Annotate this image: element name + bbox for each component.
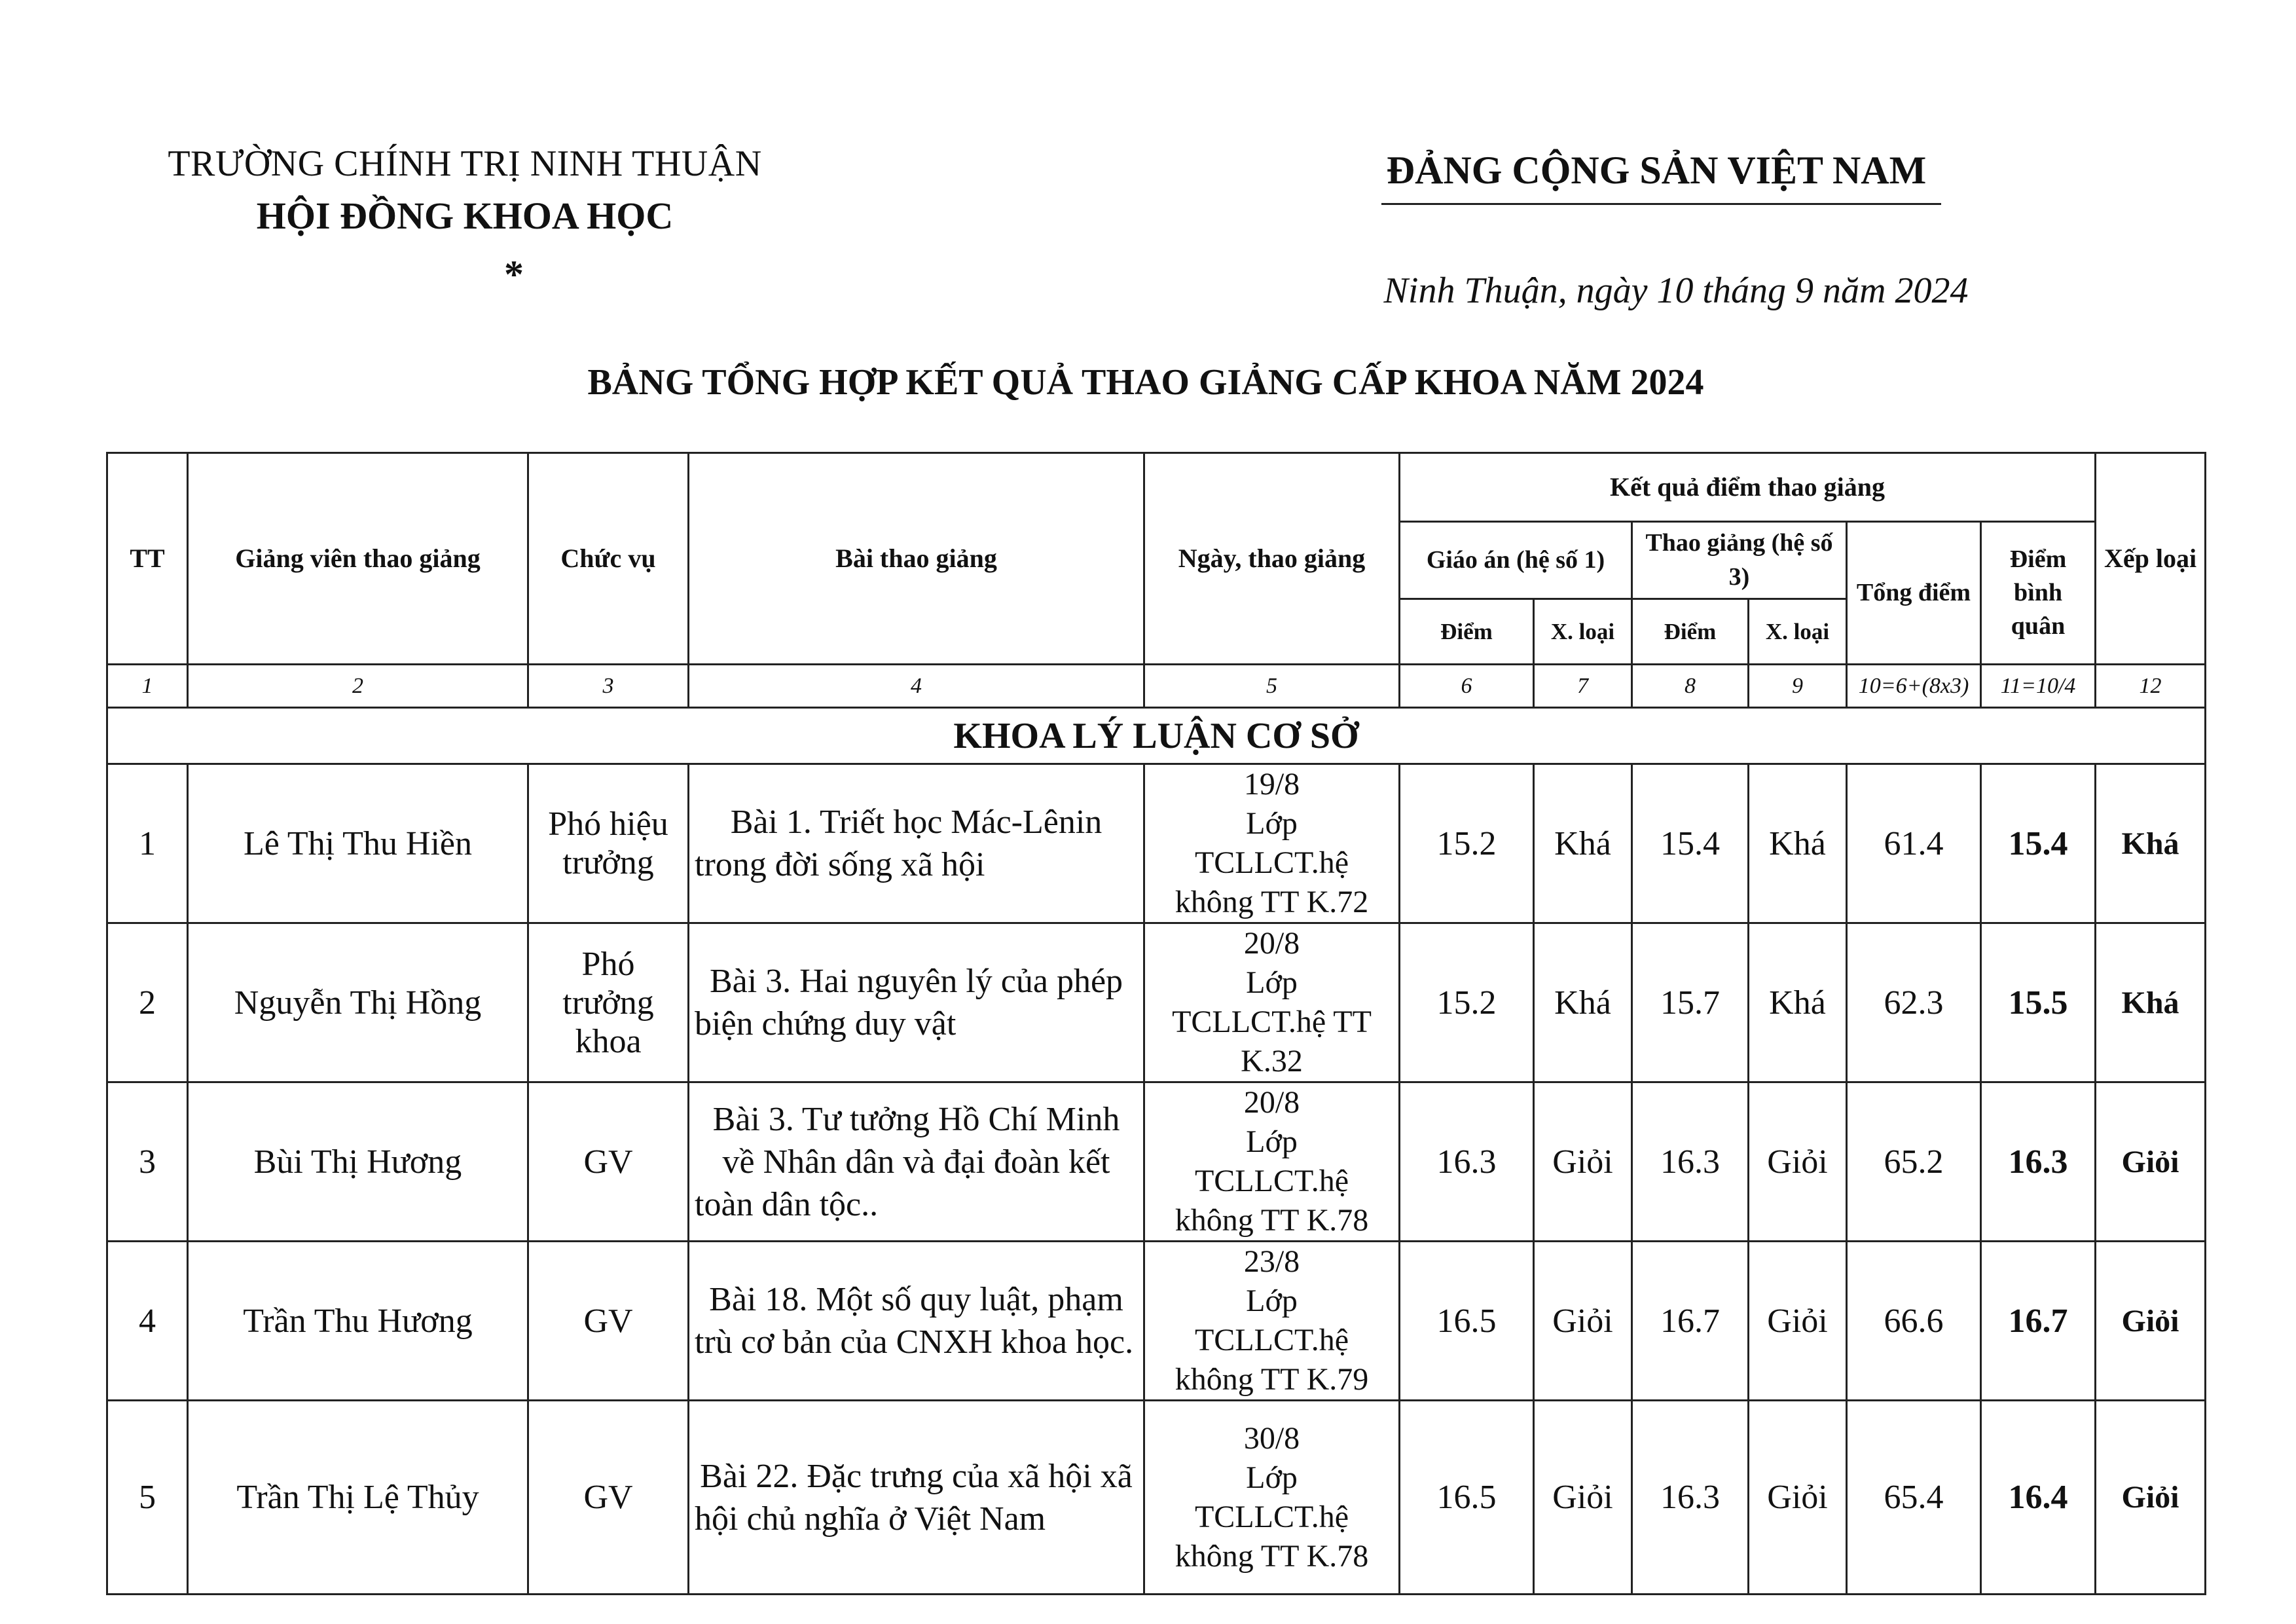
document-date: Ninh Thuận, ngày 10 tháng 9 năm 2024 <box>1383 270 1969 311</box>
date-line: không TT K.78 <box>1175 1538 1369 1574</box>
party-underline <box>1381 203 1941 205</box>
lesson-title: Bài 3. Tư tưởng Hồ Chí Minh về Nhân dân và đại đoàn kết toàn dân tộc.. <box>689 1082 1144 1242</box>
date-line: Lớp <box>1246 1124 1298 1159</box>
lesson-date <box>1144 1242 1400 1401</box>
rank: Giỏi <box>2096 1401 2206 1595</box>
lesson-title: Bài 18. Một số quy luật, phạm trù cơ bản của CNXH khoa học. <box>689 1242 1144 1401</box>
position: Phó hiệu trưởng <box>528 764 689 923</box>
table-row <box>107 923 2206 1082</box>
date-line: TCLLCT.hệ TT <box>1172 1005 1372 1039</box>
lecturer-name: Trần Thị Lệ Thủy <box>188 1401 528 1595</box>
rank: Khá <box>2096 764 2206 923</box>
plan-grade: Giỏi <box>1534 1242 1632 1401</box>
column-number-row <box>107 665 2206 708</box>
col-total: Tổng điểm <box>1847 522 1981 665</box>
average-score: 16.7 <box>1981 1242 2096 1401</box>
col-teach-score: Điểm <box>1632 599 1749 665</box>
col-lecturer: Giảng viên thao giảng <box>188 453 528 665</box>
position: GV <box>528 1242 689 1401</box>
col-teach: Thao giảng (hệ số 3) <box>1632 522 1847 599</box>
lecturer-name: Lê Thị Thu Hiền <box>188 764 528 923</box>
row-tt: 5 <box>107 1401 188 1595</box>
col-number: 10=6+(8x3) <box>1847 665 1981 708</box>
teach-score: 16.3 <box>1632 1401 1749 1595</box>
position: GV <box>528 1401 689 1595</box>
col-avg: Điểm bình quân <box>1981 522 2096 665</box>
teach-score: 15.4 <box>1632 764 1749 923</box>
col-plan-score: Điểm <box>1400 599 1534 665</box>
teach-grade: Giỏi <box>1749 1401 1847 1595</box>
col-number: 2 <box>188 665 528 708</box>
total-score: 62.3 <box>1847 923 1981 1082</box>
plan-score: 16.5 <box>1400 1401 1534 1595</box>
date-line: Lớp <box>1246 1283 1298 1318</box>
col-number: 11=10/4 <box>1981 665 2096 708</box>
plan-score: 15.2 <box>1400 923 1534 1082</box>
date-line: Lớp <box>1246 806 1298 841</box>
section-row <box>107 708 2206 764</box>
row-tt: 1 <box>107 764 188 923</box>
col-number: 12 <box>2096 665 2206 708</box>
teach-score: 16.7 <box>1632 1242 1749 1401</box>
date-line: không TT K.72 <box>1175 885 1369 919</box>
lesson-title: Bài 22. Đặc trưng của xã hội xã hội chủ nghĩa ở Việt Nam <box>689 1401 1144 1595</box>
col-number: 6 <box>1400 665 1534 708</box>
col-date: Ngày, thao giảng <box>1144 453 1400 665</box>
date-line: Lớp <box>1246 965 1298 1000</box>
council-name: HỘI ĐỒNG KHOA HỌC <box>256 194 674 237</box>
section-title: KHOA LÝ LUẬN CƠ SỞ <box>107 708 2206 764</box>
table-row <box>107 1401 2206 1595</box>
teach-grade: Giỏi <box>1749 1082 1847 1242</box>
lesson-title: Bài 1. Triết học Mác-Lênin trong đời sống xã hội <box>689 764 1144 923</box>
results-table <box>106 452 2206 1595</box>
date-line: TCLLCT.hệ <box>1194 1499 1349 1534</box>
lecturer-name: Bùi Thị Hương <box>188 1082 528 1242</box>
org-name: TRƯỜNG CHÍNH TRỊ NINH THUẬN <box>168 143 762 184</box>
col-number: 7 <box>1534 665 1632 708</box>
position: GV <box>528 1082 689 1242</box>
col-lesson: Bài thao giảng <box>689 453 1144 665</box>
average-score: 15.4 <box>1981 764 2096 923</box>
header-row-1 <box>107 453 2206 522</box>
lecturer-name: Nguyễn Thị Hồng <box>188 923 528 1082</box>
date-line: không TT K.78 <box>1175 1203 1369 1238</box>
lesson-date <box>1144 764 1400 923</box>
table-row <box>107 764 2206 923</box>
col-plan: Giáo án (hệ số 1) <box>1400 522 1632 599</box>
rank: Giỏi <box>2096 1082 2206 1242</box>
table-row <box>107 1082 2206 1242</box>
plan-score: 16.5 <box>1400 1242 1534 1401</box>
date-line: 20/8 <box>1243 1085 1300 1120</box>
col-plan-grade: X. loại <box>1534 599 1632 665</box>
plan-grade: Giỏi <box>1534 1401 1632 1595</box>
teach-grade: Khá <box>1749 923 1847 1082</box>
date-line: K.32 <box>1241 1044 1303 1079</box>
lesson-date <box>1144 1082 1400 1242</box>
teach-grade: Giỏi <box>1749 1242 1847 1401</box>
total-score: 65.4 <box>1847 1401 1981 1595</box>
row-tt: 2 <box>107 923 188 1082</box>
total-score: 65.2 <box>1847 1082 1981 1242</box>
rank: Khá <box>2096 923 2206 1082</box>
col-number: 8 <box>1632 665 1749 708</box>
date-line: không TT K.79 <box>1175 1362 1369 1397</box>
col-number: 3 <box>528 665 689 708</box>
lesson-date <box>1144 1401 1400 1595</box>
plan-score: 16.3 <box>1400 1082 1534 1242</box>
plan-grade: Khá <box>1534 923 1632 1082</box>
average-score: 16.4 <box>1981 1401 2096 1595</box>
col-number: 5 <box>1144 665 1400 708</box>
average-score: 16.3 <box>1981 1082 2096 1242</box>
position: Phó trưởng khoa <box>528 923 689 1082</box>
row-tt: 4 <box>107 1242 188 1401</box>
party-name: ĐẢNG CỘNG SẢN VIỆT NAM <box>1386 149 1927 192</box>
total-score: 66.6 <box>1847 1242 1981 1401</box>
lesson-date <box>1144 923 1400 1082</box>
date-line: TCLLCT.hệ <box>1194 845 1349 880</box>
date-line: 30/8 <box>1243 1420 1300 1456</box>
date-line: TCLLCT.hệ <box>1194 1164 1349 1198</box>
col-number: 1 <box>107 665 188 708</box>
col-results: Kết quả điểm thao giảng <box>1400 453 2096 522</box>
document-title: BẢNG TỔNG HỢP KẾT QUẢ THAO GIẢNG CẤP KHOA NĂM 2024 <box>587 362 1704 403</box>
table-row <box>107 1242 2206 1401</box>
col-number: 4 <box>689 665 1144 708</box>
plan-score: 15.2 <box>1400 764 1534 923</box>
row-tt: 3 <box>107 1082 188 1242</box>
col-position: Chức vụ <box>528 453 689 665</box>
table-body <box>107 764 2206 1595</box>
col-tt: TT <box>107 453 188 665</box>
col-rank: Xếp loại <box>2096 453 2206 665</box>
lecturer-name: Trần Thu Hương <box>188 1242 528 1401</box>
teach-score: 16.3 <box>1632 1082 1749 1242</box>
date-line: 23/8 <box>1243 1244 1300 1279</box>
average-score: 15.5 <box>1981 923 2096 1082</box>
plan-grade: Giỏi <box>1534 1082 1632 1242</box>
plan-grade: Khá <box>1534 764 1632 923</box>
col-teach-grade: X. loại <box>1749 599 1847 665</box>
date-line: Lớp <box>1246 1460 1298 1495</box>
lesson-title: Bài 3. Hai nguyên lý của phép biện chứng duy vật <box>689 923 1144 1082</box>
teach-score: 15.7 <box>1632 923 1749 1082</box>
col-number: 9 <box>1749 665 1847 708</box>
rank: Giỏi <box>2096 1242 2206 1401</box>
org-star: * <box>504 253 524 296</box>
teach-grade: Khá <box>1749 764 1847 923</box>
date-line: 20/8 <box>1243 926 1300 961</box>
total-score: 61.4 <box>1847 764 1981 923</box>
date-line: 19/8 <box>1243 767 1300 802</box>
date-line: TCLLCT.hệ <box>1194 1323 1349 1357</box>
